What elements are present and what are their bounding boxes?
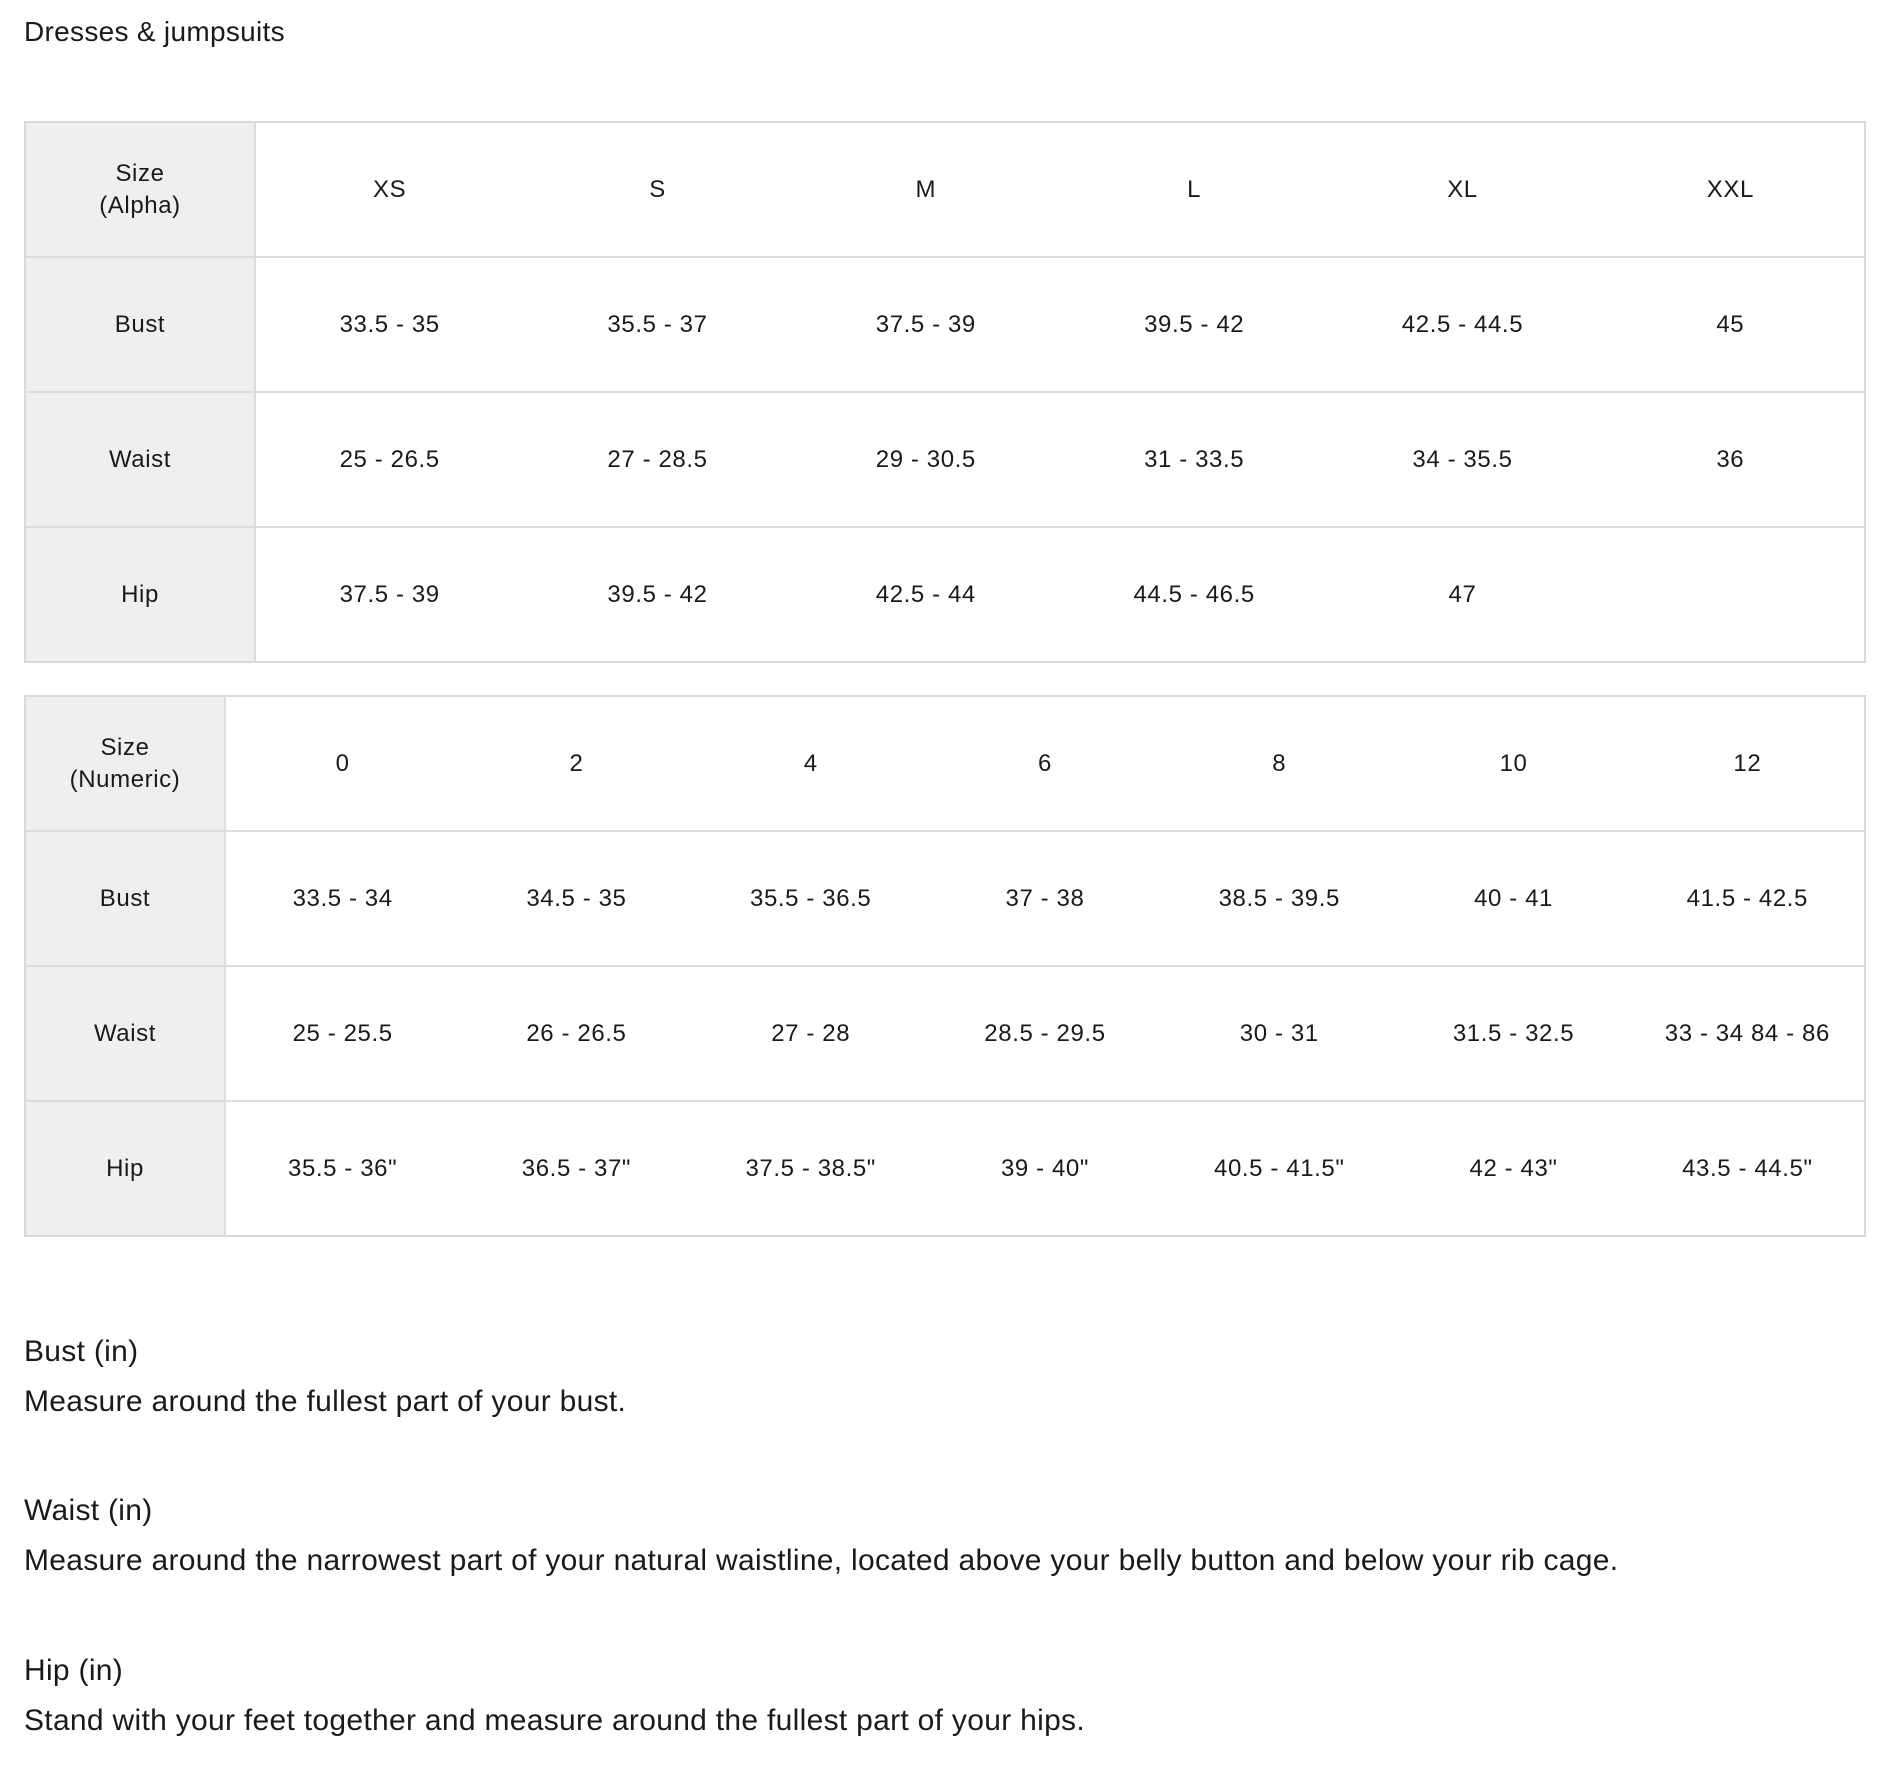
table-cell: 6 bbox=[1038, 749, 1052, 777]
table-cell: 8 bbox=[1272, 749, 1287, 777]
table-cell: 39.5 - 42 bbox=[523, 527, 791, 662]
table-cell: 37.5 - 39 bbox=[255, 527, 523, 662]
table-cell: 30 - 31 bbox=[1162, 966, 1396, 1101]
hip-guide bbox=[24, 1654, 1864, 1738]
table-cell: XL bbox=[1447, 175, 1478, 203]
alpha-size-table bbox=[24, 121, 1866, 663]
bust-guide bbox=[24, 1335, 1864, 1419]
table-cell bbox=[1597, 527, 1865, 662]
table-cell: 39 - 40" bbox=[928, 1101, 1162, 1236]
table-cell: 40 - 41 bbox=[1396, 831, 1630, 966]
row-label bbox=[25, 696, 225, 831]
table-cell: 37.5 - 38.5" bbox=[694, 1101, 928, 1236]
table-cell: 44.5 - 46.5 bbox=[1060, 527, 1328, 662]
table-cell: 31.5 - 32.5 bbox=[1396, 966, 1630, 1101]
table-cell: 39.5 - 42 bbox=[1060, 257, 1328, 392]
table-cell: 25 - 26.5 bbox=[255, 392, 523, 527]
table-cell: 33 - 34 84 - 86 bbox=[1631, 966, 1865, 1101]
table-cell: 45 bbox=[1597, 257, 1865, 392]
row-label: Waist bbox=[25, 392, 255, 527]
table-cell: 27 - 28.5 bbox=[523, 392, 791, 527]
table-cell: XXL bbox=[1706, 175, 1754, 203]
waist-guide-heading: Waist (in) bbox=[24, 1494, 153, 1527]
table-cell: 0 bbox=[335, 749, 350, 777]
table-cell: 10 bbox=[1499, 749, 1528, 777]
bust-guide-heading: Bust (in) bbox=[24, 1335, 139, 1368]
table-row bbox=[25, 392, 1865, 527]
table-cell: 35.5 - 36" bbox=[225, 1101, 459, 1236]
row-label: Waist bbox=[25, 966, 225, 1101]
row-label-line: (Alpha) bbox=[99, 191, 181, 219]
table-cell: 25 - 25.5 bbox=[225, 966, 459, 1101]
table-cell: 37.5 - 39 bbox=[792, 257, 1060, 392]
table-cell: 31 - 33.5 bbox=[1060, 392, 1328, 527]
table-cell: XS bbox=[373, 175, 407, 203]
table-cell: 42 - 43" bbox=[1396, 1101, 1630, 1236]
table-cell: 42.5 - 44 bbox=[792, 527, 1060, 662]
table-cell: 35.5 - 36.5 bbox=[694, 831, 928, 966]
table-cell: M bbox=[915, 175, 937, 203]
table-cell: 27 - 28 bbox=[694, 966, 928, 1101]
table-cell: 43.5 - 44.5" bbox=[1631, 1101, 1865, 1236]
table-cell: 33.5 - 34 bbox=[225, 831, 459, 966]
table-row bbox=[25, 527, 1865, 662]
table-cell: 29 - 30.5 bbox=[792, 392, 1060, 527]
table-cell: 41.5 - 42.5 bbox=[1631, 831, 1865, 966]
page-title: Dresses & jumpsuits bbox=[24, 16, 285, 47]
hip-guide-heading: Hip (in) bbox=[24, 1654, 124, 1687]
table-cell: 47 bbox=[1328, 527, 1596, 662]
table-cell: 4 bbox=[803, 749, 818, 777]
table-row bbox=[25, 966, 1865, 1101]
table-cell: 2 bbox=[569, 749, 584, 777]
row-label bbox=[25, 122, 255, 257]
table-row bbox=[25, 257, 1865, 392]
table-cell: 12 bbox=[1733, 749, 1762, 777]
row-label: Hip bbox=[25, 1101, 225, 1236]
table-cell: 36.5 - 37" bbox=[459, 1101, 693, 1236]
table-cell: 37 - 38 bbox=[928, 831, 1162, 966]
hip-guide-text: Stand with your feet together and measure around the fullest part of your hips. bbox=[24, 1704, 1085, 1737]
table-cell: L bbox=[1187, 175, 1202, 203]
table-row bbox=[25, 831, 1865, 966]
table-cell: 33.5 - 35 bbox=[255, 257, 523, 392]
row-label-line: Size bbox=[100, 733, 150, 761]
row-label: Hip bbox=[25, 527, 255, 662]
numeric-size-table bbox=[24, 695, 1866, 1237]
table-cell: 34 - 35.5 bbox=[1328, 392, 1596, 527]
table-cell: 36 bbox=[1597, 392, 1865, 527]
table-cell: 28.5 - 29.5 bbox=[928, 966, 1162, 1101]
bust-guide-text: Measure around the fullest part of your bust. bbox=[24, 1385, 627, 1418]
table-cell: 26 - 26.5 bbox=[459, 966, 693, 1101]
row-label: Bust bbox=[25, 831, 225, 966]
table-cell: 35.5 - 37 bbox=[523, 257, 791, 392]
table-cell: S bbox=[649, 175, 666, 203]
table-row bbox=[25, 122, 1865, 257]
row-label: Bust bbox=[25, 257, 255, 392]
table-row bbox=[25, 696, 1865, 831]
table-cell: 40.5 - 41.5" bbox=[1162, 1101, 1396, 1236]
row-label-line: Size bbox=[115, 159, 165, 187]
table-cell: 42.5 - 44.5 bbox=[1328, 257, 1596, 392]
table-cell: 38.5 - 39.5 bbox=[1162, 831, 1396, 966]
table-cell: 34.5 - 35 bbox=[459, 831, 693, 966]
waist-guide bbox=[24, 1494, 1864, 1578]
waist-guide-text: Measure around the narrowest part of your natural waistline, located above your belly button and below your rib cage. bbox=[24, 1544, 1619, 1577]
table-row bbox=[25, 1101, 1865, 1236]
row-label-line: (Numeric) bbox=[69, 765, 181, 793]
